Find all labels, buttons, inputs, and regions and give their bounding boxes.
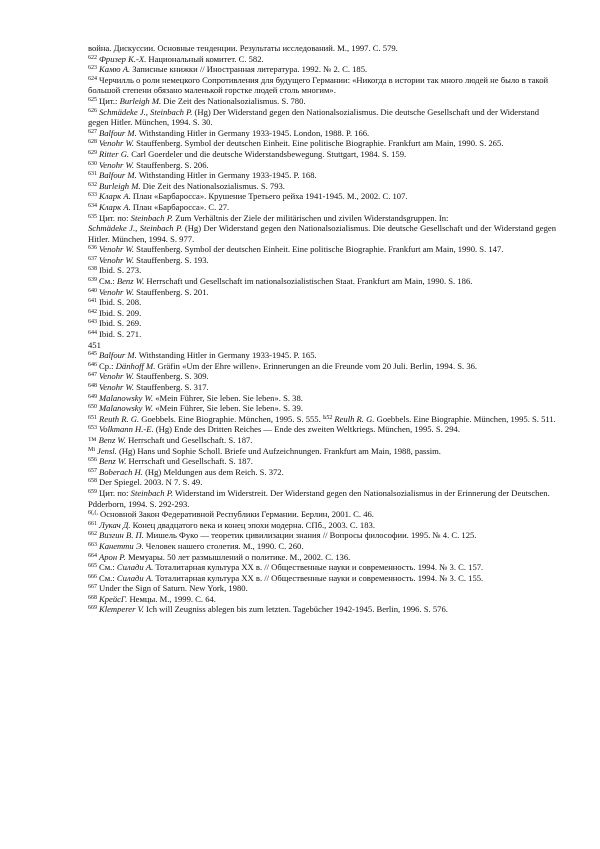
note-author: Камю А.	[99, 64, 131, 75]
note-number: 625	[88, 96, 97, 103]
note-author: Schmädeke J., Steinbach P.	[88, 223, 183, 234]
note-text: Тоталитарная культура XX в. // Общественные науки и современность. 1994. № 3. С. 155.	[153, 572, 484, 583]
note-author: Benz W.	[116, 276, 145, 287]
endnote	[88, 202, 556, 213]
endnote	[88, 552, 556, 563]
note-author: Канетти Э.	[99, 540, 144, 551]
endnote	[88, 403, 556, 414]
note-text: Stauffenberg. Symbol der deutschen Einheit. Eine politische Biographie. Frankfurt am Main, 1990. S. 265.	[134, 138, 504, 149]
note-text: Ibid. S. 269.	[99, 318, 142, 329]
note-number: 657	[88, 467, 97, 474]
note-number: 630	[88, 160, 97, 167]
note-text: Withstanding Hitler in Germany 1933-1945. London, 1988. P. 166.	[136, 127, 370, 138]
note-number: 645	[88, 351, 97, 358]
note-text: Herrschaft und Gesellschaft. S. 187.	[126, 456, 253, 467]
note-number: 634	[88, 202, 97, 209]
note-text: Мишель Фуко — теоретик цивилизации знания // Вопросы философии. 1995. № 4. С. 125.	[143, 530, 477, 541]
note-prefix: война. Дискуссии. Основные тенденции. Результаты исследований. М., 1997. С. 579.	[88, 43, 398, 53]
endnote	[88, 594, 556, 605]
note-author: Jensl.	[97, 445, 117, 456]
note-number: 632	[88, 181, 97, 188]
note-number: 662	[88, 531, 97, 538]
endnote	[88, 287, 556, 298]
note-text: Основной Закон Федеративной Республики Германии. Берлин, 2001. С. 46.	[100, 509, 374, 520]
note-number: 622	[88, 54, 97, 61]
endnote	[88, 446, 556, 457]
endnote	[88, 350, 556, 361]
note-number: 629	[88, 149, 97, 156]
note-text: Немцы. М., 1999. С. 64.	[127, 593, 216, 604]
note-author: Balfour M.	[99, 170, 137, 181]
endnote	[88, 64, 556, 75]
note-number: 665	[88, 563, 97, 570]
note-author: Balfour M.	[99, 127, 137, 138]
endnote	[88, 393, 556, 404]
note-text: Withstanding Hitler in Germany 1933-1945. P. 165.	[136, 350, 317, 361]
note-prefix: См.:	[99, 276, 117, 287]
note-author: Steinbach P.	[130, 212, 173, 223]
note-author: Силади А.	[116, 572, 154, 583]
note-text: (Hg) Hans und Sophie Scholl. Briefe und Aufzeichnungen. Frankfurt am Main, 1988, passim.	[116, 445, 441, 456]
endnote	[88, 530, 556, 541]
endnote	[88, 191, 556, 202]
note-text: Herrschaft und Gesellschaft. S. 187.	[125, 434, 253, 445]
note-number: 641	[88, 298, 97, 305]
note-author: Reuth R. G.	[99, 413, 140, 424]
note-number: 638	[88, 266, 97, 273]
endnote	[88, 54, 556, 65]
note-author: Ritter G.	[99, 148, 130, 159]
note-author: Klemperer V.	[99, 604, 144, 615]
note-number: 647	[88, 372, 97, 379]
note-author: Reulh R. G.	[334, 413, 375, 424]
endnote	[88, 160, 556, 171]
note-author: Визгин В. П.	[99, 530, 144, 541]
note-text: План «Барбаросса». Крушение Третьего рейха 1941-1945. М., 2002. С. 107.	[130, 191, 408, 202]
note-number: 666	[88, 573, 97, 580]
endnote	[88, 107, 556, 128]
endnote	[88, 223, 556, 244]
note-text: Человек нашего столетия. М., 1990. С. 260.	[143, 540, 304, 551]
note-text: (Hg) Ende des Dritten Reiches — Ende des zweiten Weltkriegs. München, 1995. S. 294.	[153, 424, 460, 435]
endnote	[88, 138, 556, 149]
note-number: 667	[88, 584, 97, 591]
note-number: 649	[88, 393, 97, 400]
endnote	[88, 318, 556, 329]
note-number: Mi	[88, 446, 96, 453]
note-text: Записные книжки // Иностранная литература. 1992. № 2. С. 185.	[130, 64, 368, 75]
note-number: 663	[88, 541, 97, 548]
note-text: Ibid. S. 273.	[99, 265, 142, 276]
note-number: 627	[88, 128, 97, 135]
note-text: Die Zeit des Nationalsozialismus. S. 793.	[140, 180, 285, 191]
endnote	[88, 435, 556, 446]
note-number: 659	[88, 488, 97, 495]
endnote	[88, 149, 556, 160]
note-number: 646	[88, 361, 97, 368]
note-number: 668	[88, 594, 97, 601]
endnote	[88, 255, 556, 266]
note-number: 669	[88, 605, 97, 612]
endnotes-list	[88, 43, 556, 615]
endnote	[88, 509, 556, 520]
endnote	[88, 244, 556, 255]
note-text: Under the Sign of Saturn. New York, 1980.	[99, 583, 248, 594]
endnote	[88, 414, 556, 435]
note-author: Volkmann H.-E.	[99, 424, 154, 435]
note-text: Goebbels. Eine Biographie. München, 1995. S. 555.	[139, 413, 323, 424]
note-number: 628	[88, 139, 97, 146]
note-author: Арон Р.	[99, 551, 126, 562]
note-prefix: Цит.:	[99, 95, 120, 106]
endnote	[88, 361, 556, 372]
note-author: Venohr W.	[99, 138, 135, 149]
endnote	[88, 456, 556, 467]
endnote	[88, 43, 556, 54]
note-author: Dänhoff M.	[115, 360, 156, 371]
note-prefix: Ср.:	[99, 360, 116, 371]
note-author: Силади А.	[116, 562, 154, 573]
endnote	[88, 170, 556, 181]
note-prefix: См.:	[99, 562, 117, 573]
note-author: Лукач Д.	[99, 519, 131, 530]
note-number: 633	[88, 192, 97, 199]
note-number: 651	[88, 414, 97, 421]
note-number: 653	[88, 425, 97, 432]
note-number: 643	[88, 319, 97, 326]
endnote	[88, 181, 556, 192]
note-number: 631	[88, 171, 97, 178]
note-text: Zum Verhältnis der Ziele der militärischen und zivilen Widerstandsgruppen. In:	[172, 212, 449, 223]
note-author: Burleigh M.	[99, 180, 141, 191]
note-author: Кларк А.	[99, 201, 131, 212]
note-author: Malanowsky W.	[99, 392, 154, 403]
endnote	[88, 382, 556, 393]
note-author: Venohr W.	[99, 254, 135, 265]
endnote	[88, 371, 556, 382]
note-number: 6(,(,	[88, 510, 98, 517]
note-author: Venohr W.	[99, 382, 135, 392]
note-text: Ibid. S. 208.	[99, 297, 142, 308]
note-text: Мемуары. 50 лет размышлений о политике. М., 2002. С. 136.	[125, 551, 351, 562]
note-number: 642	[88, 308, 97, 315]
endnote	[88, 467, 556, 478]
note-text: Stauffenberg. Symbol der deutschen Einheit. Eine politische Biographie. Frankfurt am Main, 1990. S. 147.	[134, 244, 504, 255]
note-text: «Mein Führer, Sie leben. Sie leben». S. 38.	[153, 392, 303, 403]
note-text: Carl Goerdeler und die deutsche Widerstandsbewegung. Stuttgart, 1984. S. 159.	[129, 148, 407, 159]
endnote	[88, 308, 556, 319]
note-author: Venohr W.	[99, 371, 135, 382]
endnote	[88, 128, 556, 139]
endnote	[88, 541, 556, 552]
endnote	[88, 297, 556, 308]
note-text: Ibid. S. 209.	[99, 307, 142, 318]
note-number: 640	[88, 287, 97, 294]
endnote	[88, 573, 556, 584]
note-text: Der Spiegel. 2003. N 7. S. 49.	[99, 477, 203, 488]
note-text: Withstanding Hitler in Germany 1933-1945. P. 168.	[136, 170, 317, 181]
note-author: Фризер К.-Х.	[99, 53, 147, 64]
note-number: 626	[88, 107, 97, 114]
note-number: 644	[88, 330, 97, 337]
note-number: 624	[88, 75, 97, 82]
note-number: 658	[88, 478, 97, 485]
note-author: Boberach H.	[99, 466, 143, 477]
note-number: 661	[88, 520, 97, 527]
note-text: Stauffenberg. S. 317.	[134, 382, 209, 392]
note-number: 664	[88, 552, 97, 559]
note-text: Тоталитарная культура XX в. // Общественные науки и современность. 1994. № 3. С. 157.	[153, 562, 484, 573]
note-text: (Hg) Der Widerstand gegen den Nationalsozialismus. Die deutsche Gesellschaft und der Widerstand gegen Hitler. München, 1994. S. 977.	[88, 223, 556, 244]
note-author: Balfour M.	[99, 350, 137, 361]
endnote	[88, 96, 556, 107]
note-number: 656	[88, 457, 97, 464]
note-text: Черчилль о роли немецкого Сопротивления для будущего Германии: «Никогда в истории так много людей не было в такой большой степени обязано маленькой горстке людей столь многим».	[88, 74, 549, 96]
note-text: Die Zeit des Nationalsozialismus. S. 780.	[161, 95, 306, 106]
note-text: Herrschaft und Gesellschaft im nationalsozialistischen Staat. Frankfurt am Main, 1990. S. 186.	[144, 276, 473, 287]
note-number: 639	[88, 277, 97, 284]
note-author: Venohr W.	[99, 159, 135, 170]
note-text: Ich will Zeugniss ablegen bis zum letzten. Tagebücher 1942-1945. Berlin, 1996. S. 576.	[143, 604, 448, 615]
note-author: Burleigh M.	[119, 95, 162, 106]
note-author: Schmädeke J., Steinbach P.	[99, 106, 193, 117]
endnote	[88, 276, 556, 287]
note-text: «Mein Führer, Sie leben. Sie leben». S. 39.	[153, 403, 303, 414]
endnote	[88, 604, 556, 615]
note-number: 636	[88, 245, 97, 252]
note-text: Конец двадцатого века и конец эпохи модерна. СПб., 2003. С. 183.	[130, 519, 375, 530]
note-prefix: Цит. по:	[99, 487, 131, 498]
note-prefix: См.:	[99, 572, 117, 583]
note-text: Widerstand im Widerstreit. Der Widerstand gegen den Nationalsozialismus in der Erinnerung der Deutschen. Pdderborn, 1994. S. 292-293.	[88, 487, 550, 509]
note-number: 635	[88, 213, 97, 220]
note-author: Venohr W.	[99, 286, 135, 297]
note-author: Steinbach P.	[130, 487, 173, 498]
note-text: Национальный комитет. С. 582.	[146, 53, 264, 64]
note-text: Stauffenberg. S. 206.	[134, 159, 209, 170]
endnote	[88, 75, 556, 96]
note-text: Stauffenberg. S. 309.	[134, 371, 209, 382]
note-text: (Hg) Der Widerstand gegen den Nationalsozialismus. Die deutsche Gesellschaft und der Widerstand gegen Hitler. München, 1994. S. 30.	[88, 106, 540, 128]
note-number: 623	[88, 65, 97, 72]
endnote	[88, 583, 556, 594]
endnote	[88, 488, 556, 509]
note-text: Stauffenberg. S. 201.	[134, 286, 209, 297]
page-number: 451	[88, 339, 101, 350]
endnote	[88, 213, 556, 224]
note-prefix: Цит. по:	[99, 212, 131, 223]
note-number: 637	[88, 255, 97, 262]
endnote	[88, 520, 556, 531]
note-author: Venohr W.	[99, 244, 135, 255]
note-text: План «Барбаросса». С. 27.	[130, 201, 230, 212]
note-text: Gräfin «Um der Ehre willen». Erinnerungen an die Freunde vom 20 Juli. Berlin, 1994. S. 36.	[155, 360, 478, 371]
note-author: КрейсГ.	[99, 593, 128, 604]
note-text: Goebbels. Eine Biographie. München, 1995. S. 511.	[374, 413, 556, 424]
endnote	[88, 329, 556, 340]
note-number: Ь52	[322, 414, 333, 421]
endnote	[88, 477, 556, 488]
note-prefix: ™	[88, 434, 99, 445]
endnote	[88, 562, 556, 573]
note-text: (Hg) Meldungen aus dem Reich. S. 372.	[142, 466, 284, 477]
note-author: Benz W.	[98, 434, 126, 445]
endnote	[88, 265, 556, 276]
note-author: Malanowsky W.	[99, 403, 154, 414]
note-author: Кларк А.	[99, 191, 131, 202]
note-author: Benz W.	[99, 456, 127, 467]
note-text: Stauffenberg. S. 193.	[134, 254, 209, 265]
note-number: 648	[88, 383, 97, 389]
note-number: 650	[88, 404, 97, 411]
note-text: Ibid. S. 271.	[99, 329, 142, 340]
